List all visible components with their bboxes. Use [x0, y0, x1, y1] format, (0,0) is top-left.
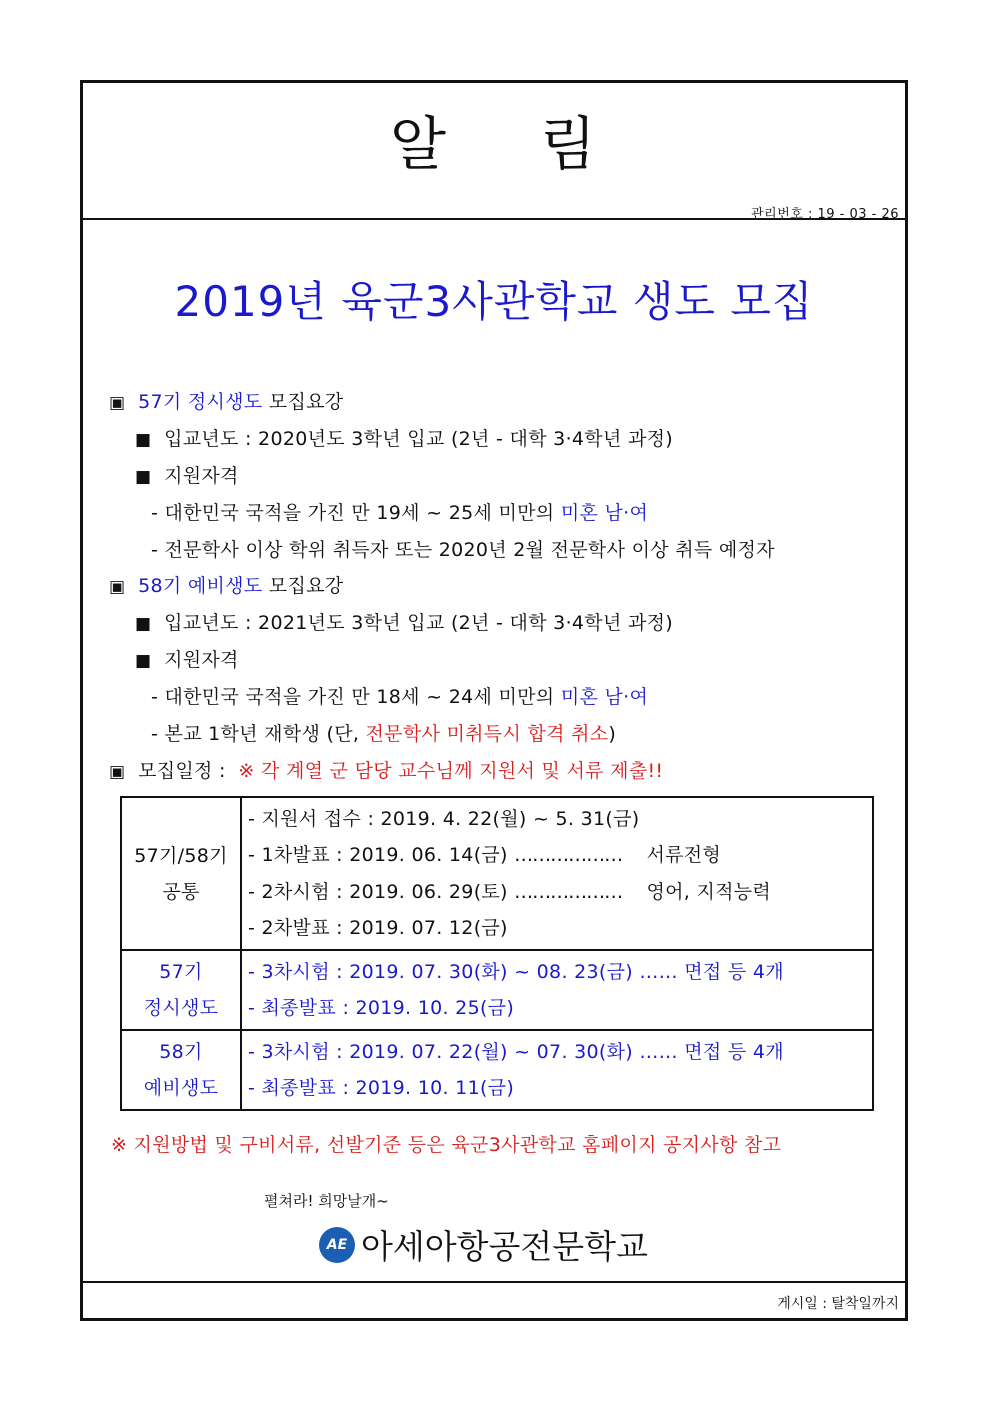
notice-title — [83, 97, 905, 181]
schedule-item: - 2차시험 : 2019. 06. 29(토) ……………… 영어, 지적능력 — [248, 874, 872, 911]
bullet-square: ■ — [135, 430, 152, 450]
qualification-title: 지원자격 — [164, 649, 239, 671]
qualification-title: 지원자격 — [164, 465, 239, 487]
qualification-highlight: 미혼 남·여 — [560, 686, 649, 708]
headline: 2019년 육군3사관학교 생도 모집 — [174, 277, 814, 326]
notice-frame — [80, 80, 908, 1321]
section-57-heading — [109, 387, 343, 414]
section-57-qual-2: - 전문학사 이상 학위 취득자 또는 2020년 2월 전문학사 이상 취득 예정자 — [151, 539, 775, 561]
item-note: 서류전형 — [646, 844, 722, 866]
qualification-suffix: ) — [608, 723, 617, 745]
schedule-item: - 1차발표 : 2019. 06. 14(금) ……………… 서류전형 — [248, 837, 872, 874]
section-marker: ▣ — [109, 393, 126, 413]
row-label — [121, 797, 241, 950]
school-emblem-icon: AE — [319, 1227, 355, 1263]
admission-text: 입교년도 : 2021년도 3학년 입교 (2년 - 대학 3·4학년 과정) — [164, 612, 673, 634]
header-divider — [83, 218, 905, 220]
schedule-table — [120, 796, 874, 1111]
schedule-note: ※ 각 계열 군 담당 교수님께 지원서 및 서류 제출!! — [238, 760, 664, 782]
schedule-item: - 3차시험 : 2019. 07. 30(화) ~ 08. 23(금) …… 면접 등 4개 — [248, 960, 784, 983]
bullet-square: ■ — [135, 651, 152, 671]
row-label-line: 정시생도 — [143, 997, 219, 1019]
school-name: 아세아항공전문학교 — [361, 1227, 648, 1266]
row-label-line: 58기 — [159, 1041, 203, 1063]
row-details — [241, 1030, 873, 1110]
item-note: 영어, 지적능력 — [646, 880, 772, 903]
section-57-qual-1 — [151, 498, 648, 525]
section-58-heading — [109, 571, 343, 598]
bullet-square: ■ — [135, 467, 152, 487]
qualification-text: - 본교 1학년 재학생 (단, — [151, 723, 360, 745]
schedule-item: - 지원서 접수 : 2019. 4. 22(월) ~ 5. 31(금) — [248, 807, 640, 830]
footer-divider — [83, 1281, 905, 1283]
row-details — [241, 797, 873, 950]
section-57-name: 57기 정시생도 — [138, 391, 263, 413]
qualification-warning: 전문학사 미취득시 합격 취소 — [365, 723, 609, 745]
section-57-admission — [135, 424, 673, 451]
management-number: 관리번호 : 19 - 03 - 26 — [751, 207, 899, 222]
school-logo — [319, 1221, 648, 1268]
row-details — [241, 950, 873, 1030]
section-marker: ▣ — [109, 577, 126, 597]
leader-dots: ……………… — [514, 880, 623, 903]
qualification-highlight: 미혼 남·여 — [560, 502, 649, 524]
row-label — [121, 950, 241, 1030]
section-58-admission — [135, 608, 673, 635]
row-label-line: 공통 — [162, 880, 200, 903]
schedule-heading — [109, 756, 663, 783]
admission-text: 입교년도 : 2020년도 3학년 입교 (2년 - 대학 3·4학년 과정) — [164, 428, 673, 450]
footnote: ※ 지원방법 및 구비서류, 선발기준 등은 육군3사관학교 홈페이지 공지사항 참고 — [111, 1134, 782, 1156]
row-label-line: 57기 — [159, 961, 203, 983]
schedule-label: 모집일정 : — [138, 760, 226, 782]
row-label-line: 예비생도 — [143, 1077, 219, 1099]
section-suffix: 모집요강 — [268, 575, 344, 597]
schedule-item: - 최종발표 : 2019. 10. 11(금) — [248, 1077, 515, 1099]
qualification-text: - 대한민국 국적을 가진 만 19세 ~ 25세 미만의 — [151, 502, 555, 524]
section-58-name: 58기 예비생도 — [138, 575, 263, 597]
table-row — [121, 1030, 873, 1110]
section-58-qualification — [135, 645, 239, 672]
schedule-item: - 2차발표 : 2019. 07. 12(금) — [248, 917, 508, 939]
table-row — [121, 797, 873, 950]
section-57-qualification — [135, 461, 239, 488]
posting-period: 게시일 : 탈착일까지 — [777, 1296, 899, 1312]
schedule-item: - 3차시험 : 2019. 07. 22(월) ~ 07. 30(화) …… 면접 등 4개 — [248, 1040, 784, 1063]
section-58-qual-2 — [151, 719, 616, 746]
row-label-line: 57기/58기 — [134, 844, 228, 867]
schedule-item: - 최종발표 : 2019. 10. 25(금) — [248, 997, 515, 1019]
row-label — [121, 1030, 241, 1110]
section-58-qual-1 — [151, 682, 648, 709]
section-suffix: 모집요강 — [268, 391, 344, 413]
title-char-2: 림 — [540, 110, 599, 178]
title-char-1: 알 — [389, 110, 448, 178]
qualification-text: - 대한민국 국적을 가진 만 18세 ~ 24세 미만의 — [151, 686, 555, 708]
table-row — [121, 950, 873, 1030]
leader-dots: ……………… — [514, 844, 623, 866]
bullet-square: ■ — [135, 614, 152, 634]
slogan: 펼쳐라! 희망날개~ — [264, 1192, 389, 1210]
section-marker: ▣ — [109, 762, 126, 782]
